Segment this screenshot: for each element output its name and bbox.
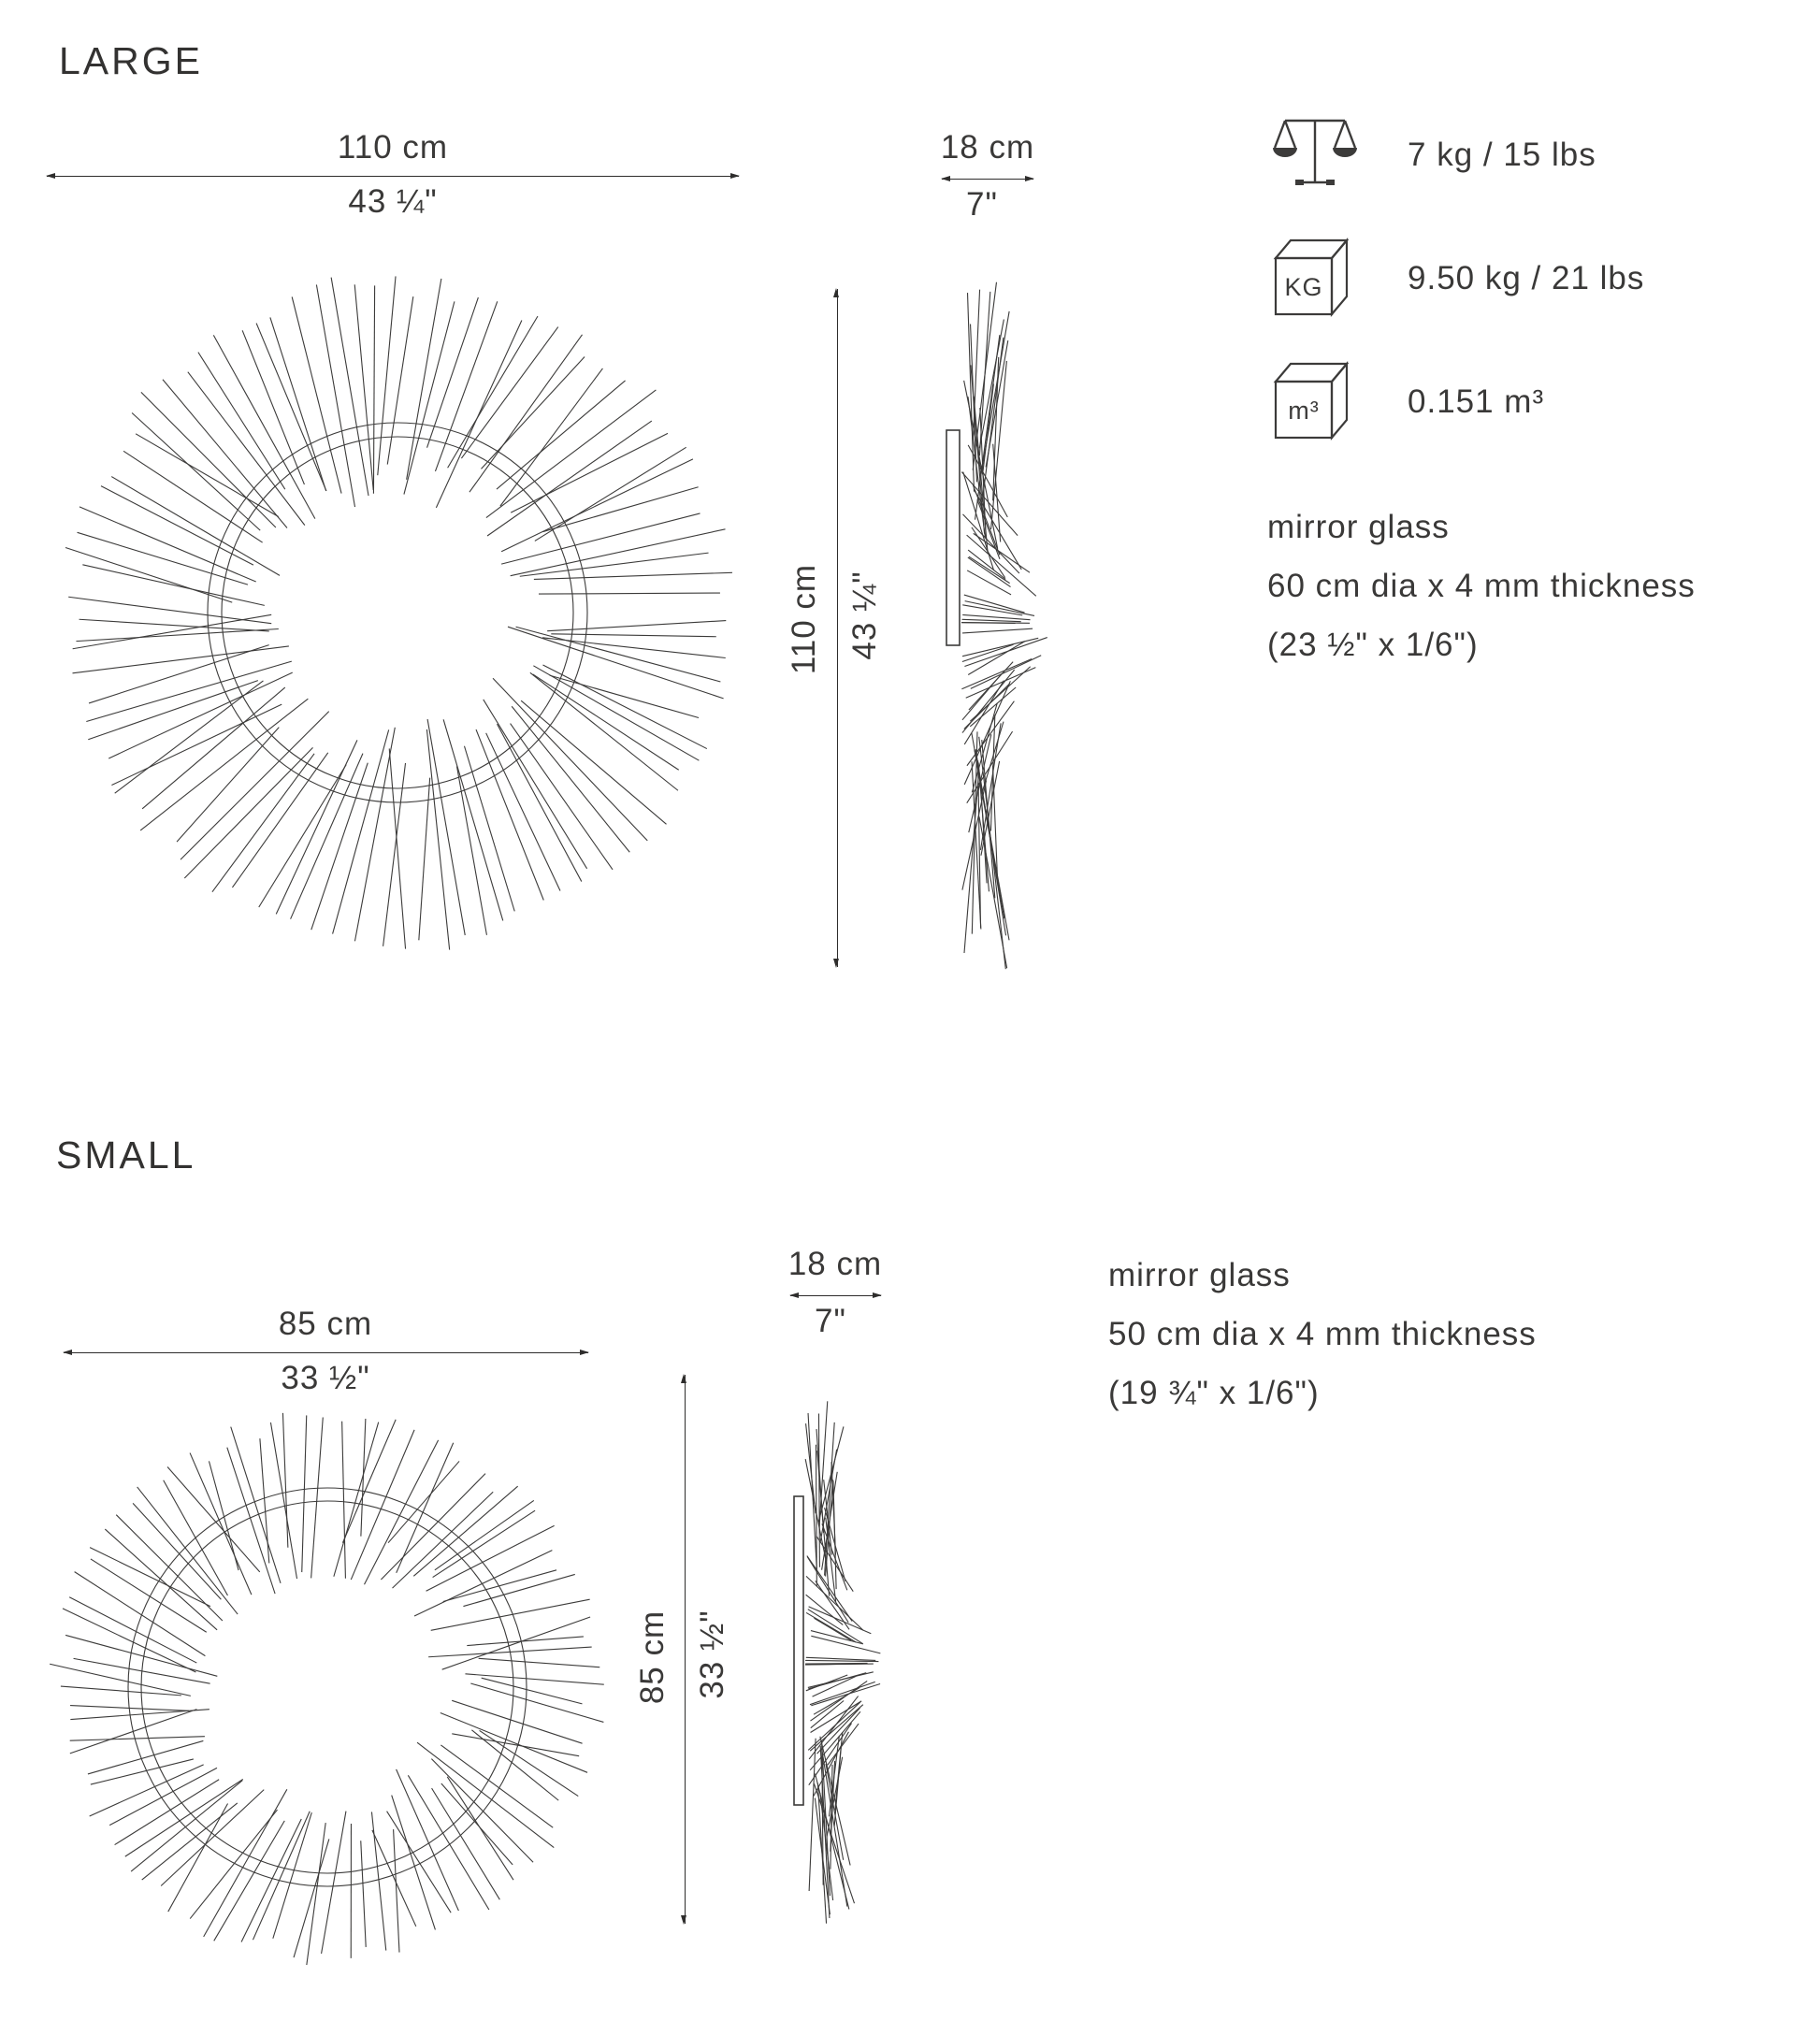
large-volume-value: 0.151 m³ xyxy=(1408,383,1545,420)
kg-cube-icon xyxy=(1270,234,1356,320)
large-glass-line-1: mirror glass xyxy=(1267,509,1450,545)
small-depth-dim-line xyxy=(790,1295,881,1296)
large-weight-value: 7 kg / 15 lbs xyxy=(1408,137,1596,173)
small-height-in-label: 33 ½" xyxy=(694,1610,730,1699)
sunburst-mirror-front-view-small xyxy=(36,1395,619,1979)
sunburst-mirror-front-view-large xyxy=(42,257,753,968)
large-height-dim-line xyxy=(837,289,838,967)
small-glass-line-2: 50 cm dia x 4 mm thickness xyxy=(1108,1316,1537,1352)
large-glass-line-2: 60 cm dia x 4 mm thickness xyxy=(1267,568,1696,604)
small-width-cm-label: 85 cm xyxy=(278,1306,373,1342)
small-depth-cm-label: 18 cm xyxy=(787,1246,883,1282)
large-depth-in-label: 7" xyxy=(966,186,998,223)
large-depth-cm-label: 18 cm xyxy=(940,129,1035,166)
large-mirror-glass-specs xyxy=(1267,498,1696,674)
small-depth-in-label: 7" xyxy=(815,1303,846,1339)
large-glass-line-3: (23 ½" x 1/6") xyxy=(1267,627,1479,663)
large-height-cm-label: 110 cm xyxy=(786,563,822,675)
small-height-cm-label: 85 cm xyxy=(634,1610,671,1705)
small-width-in-label: 33 ½" xyxy=(281,1360,370,1396)
sunburst-mirror-side-view-small xyxy=(762,1389,954,1950)
large-packed-weight-value: 9.50 kg / 21 lbs xyxy=(1408,260,1645,296)
kg-cube-label: KG xyxy=(1284,273,1323,301)
small-width-dim-line xyxy=(64,1352,588,1353)
small-glass-line-1: mirror glass xyxy=(1108,1257,1291,1293)
large-width-cm-label: 110 cm xyxy=(337,129,449,166)
balance-scale-icon xyxy=(1272,114,1358,195)
small-glass-line-3: (19 ¾" x 1/6") xyxy=(1108,1375,1320,1411)
section-title-large: LARGE xyxy=(59,39,203,82)
small-mirror-glass-specs xyxy=(1108,1246,1537,1422)
large-width-in-label: 43 ¼" xyxy=(348,183,438,220)
large-height-in-label: 43 ¼" xyxy=(846,570,883,660)
sunburst-mirror-side-view-large xyxy=(917,267,1108,982)
large-depth-dim-line xyxy=(942,179,1033,180)
small-height-dim-line xyxy=(685,1375,686,1924)
m3-cube-label: m³ xyxy=(1288,397,1320,425)
section-title-small: SMALL xyxy=(56,1133,196,1177)
large-width-dim-line xyxy=(47,176,739,177)
m3-cube-icon xyxy=(1270,357,1356,443)
